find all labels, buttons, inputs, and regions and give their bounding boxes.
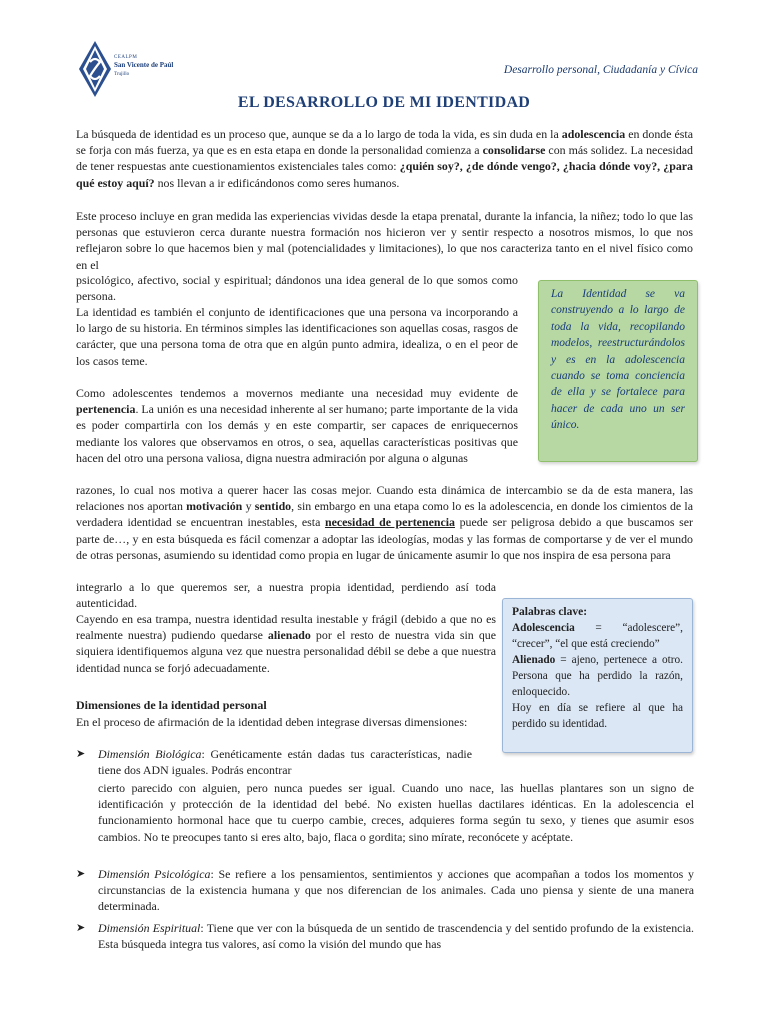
bold-consolidarse: consolidarse (482, 143, 546, 158)
bold-alienado: alienado (267, 628, 311, 643)
bold-motivacion: motivación (186, 499, 243, 514)
dimensions-intro: En el proceso de afirmación de la identidad deben integrase diversas dimensiones: (76, 715, 468, 729)
dimension-text: : Se refiere a los pensamientos, sentimientos y acciones que acompañan a todos los momentos y circunstancias de la existencia humana y que nos diferencian de los animales. Cada uno piensa y siente de una manera determinada. (98, 867, 694, 914)
keywords-box (502, 598, 693, 753)
dimension-text: : Genéticamente están dadas tus características, nadie tiene dos ADN iguales. Podrás encontrar (98, 747, 472, 778)
text-span: y (242, 499, 255, 514)
identity-callout (538, 280, 698, 462)
keywords-heading: Palabras clave: (512, 606, 588, 618)
text-span: por el resto de nuestra vida sin que siquiera identifiquemos alguna vez que nuestra personalidad débil se debe a que nuestra identidad nunca se forjó adecuadamente. (76, 628, 496, 675)
paragraph-trap (76, 611, 496, 676)
keyword-definition: = “adolescere”, “crecer”, “el que está creciendo” (512, 622, 683, 650)
dimension-name: Dimensión Biológica (98, 747, 202, 761)
text-span: Cayendo en esa trampa, nuestra identidad resulta inestable y frágil (debido a que no es realmente nuestra) pudiendo quedarse (76, 612, 496, 643)
text-span: . La unión es una necesidad inherente al ser humano; parte importante de la vida es poder compartirla con los demás y en este compartir, ser capaces de enriquecernos mediante los valores que observamos en otros, o sea, aquellas características positivas que hacen del otro una persona valiosa, digna nuestra admiración por alguna o algunas (76, 402, 518, 465)
text-span: razones, lo cual nos motiva a querer hacer las cosas mejor. Cuando esta dinámica de intercambio se da de esta manera, las relaciones nos aportan (76, 483, 693, 514)
logo-line2: San Vicente de Paúl (114, 61, 174, 69)
dimension-biologica (76, 746, 472, 778)
paragraph-process-cont: psicológico, afectivo, social y espiritual; dándonos una idea general de lo que somos como persona. (76, 273, 518, 304)
paragraph-identifications: La identidad es también el conjunto de identificaciones que una persona va incorporando a lo largo de su historia. En términos simples las identificaciones son aquellas cosas, rasgos de carácter, que una persona toma de otra que en algún punto admira, idealiza, o en el peor de los casos teme. (76, 305, 518, 368)
dimension-name: Dimensión Espiritual (98, 921, 201, 935)
dimension-biologica-cont: cierto parecido con alguien, pero nunca puedes ser igual. Cuando uno nace, las huellas plantares son un signo de identificación y protección de la identidad del bebé. No existen huellas dactilares idénticas. En la adolescencia el funcionamiento hormonal hace que tu cuerpo cambie, creces, adquieres forma según tu sexo, y tienes que asumir esos cambios. No te preocupes tanto si eres alto, bajo, flaca o gordita; sino mírate, reconócete y acéptate. (98, 781, 694, 844)
logo-line3: Trujillo (114, 72, 130, 77)
page-title: EL DESARROLLO DE MI IDENTIDAD (237, 94, 531, 111)
text-span: Como adolescentes tendemos a movernos mediante una necesidad muy evidente de (76, 386, 518, 400)
paragraph-motivation (76, 482, 693, 563)
keyword-term: Alienado (512, 654, 556, 666)
dimension-name: Dimensión Psicológica (98, 867, 211, 881)
callout-text: La Identidad se va construyendo a lo largo de toda la vida, recopilando modelos, reestructurándolos y es en la adolescencia cuando se toma conciencia de ella y se fortalece para hacer de cada uno un ser único. (551, 288, 685, 432)
keyword-extra: Hoy en día se refiere al que ha perdido su identidad. (512, 702, 683, 730)
paragraph-intro (76, 126, 693, 191)
logo-line1: CEALPM (114, 55, 138, 60)
text-span: , sin embargo en una etapa como lo es la adolescencia, en donde los cimientos de la verdadera identidad se encuentran inestables, esta (76, 499, 694, 530)
paragraph-belonging (76, 385, 518, 466)
dimension-espiritual (76, 920, 694, 952)
text-span: con más solidez. La necesidad de tener respuestas ante cuestionamientos existenciales tales como: (76, 143, 693, 174)
arrow-bullet-icon: ➤ (76, 748, 86, 760)
text-span: en donde ésta se forja con más fuerza, ya que es en esta etapa en donde la personalidad comienza a (76, 127, 693, 158)
shield-emblem-icon (78, 40, 112, 98)
bold-sentido: sentido (254, 499, 292, 514)
text-span: puede ser peligrosa debido a que buscamos ser parte de…, y en esta búsqueda es fácil comenzar a adoptar las ideologías, modas y las formas de comportarse y de ver el mundo de otras personas, asumiendo su identidad como propia en lugar de únicamente asumir lo que nos inspira de esa persona para (76, 515, 693, 562)
bold-adolescencia: adolescencia (561, 127, 626, 141)
keyword-definition: = ajeno, pertenece a otro. Persona que ha perdido la razón, enloquecido. (512, 654, 683, 698)
arrow-bullet-icon: ➤ (76, 922, 86, 934)
dimension-psicologica (76, 866, 694, 915)
paragraph-process: Este proceso incluye en gran medida las experiencias vividas desde la etapa prenatal, durante la infancia, la niñez; todo lo que las personas que estuvieron cerca durante nuestra formación nos hicieron ver y sentir respecto a nosotros mismos, lo que nos reflejaron sobre lo que hacemos bien y mal (potencialidades y limitaciones), lo que nos caracteriza tanto en el nivel físico como en el (76, 209, 693, 272)
bold-pertenencia: pertenencia (76, 402, 136, 417)
keyword-alienado (512, 652, 683, 700)
school-logo (78, 40, 178, 98)
text-span: nos llevan a ir edificándonos como seres humanos. (154, 175, 400, 190)
underlined-necesidad: necesidad de pertenencia (324, 515, 455, 530)
dimensions-heading: Dimensiones de la identidad personal (76, 698, 267, 712)
paragraph-motivation-cont: integrarlo a lo que queremos ser, a nuestra propia identidad, perdiendo así toda autenticidad. (76, 580, 496, 611)
keyword-term: Adolescencia (512, 622, 575, 634)
dimension-text: : Tiene que ver con la búsqueda de un sentido de trascendencia y del sentido profundo de la existencia. Esta búsqueda integra tus valores, así como la visión del mundo que has (98, 921, 694, 952)
bold-questions: ¿quién soy?, ¿de dónde vengo?, ¿hacia dónde voy?, ¿para qué estoy aquí? (76, 159, 693, 190)
keyword-adolescencia (512, 620, 683, 652)
text-span: La búsqueda de identidad es un proceso que, aunque se da a lo largo de toda la vida, es sin duda en la (76, 127, 562, 141)
subject-header: Desarrollo personal, Ciudadanía y Cívica (503, 64, 698, 76)
arrow-bullet-icon: ➤ (76, 868, 86, 880)
